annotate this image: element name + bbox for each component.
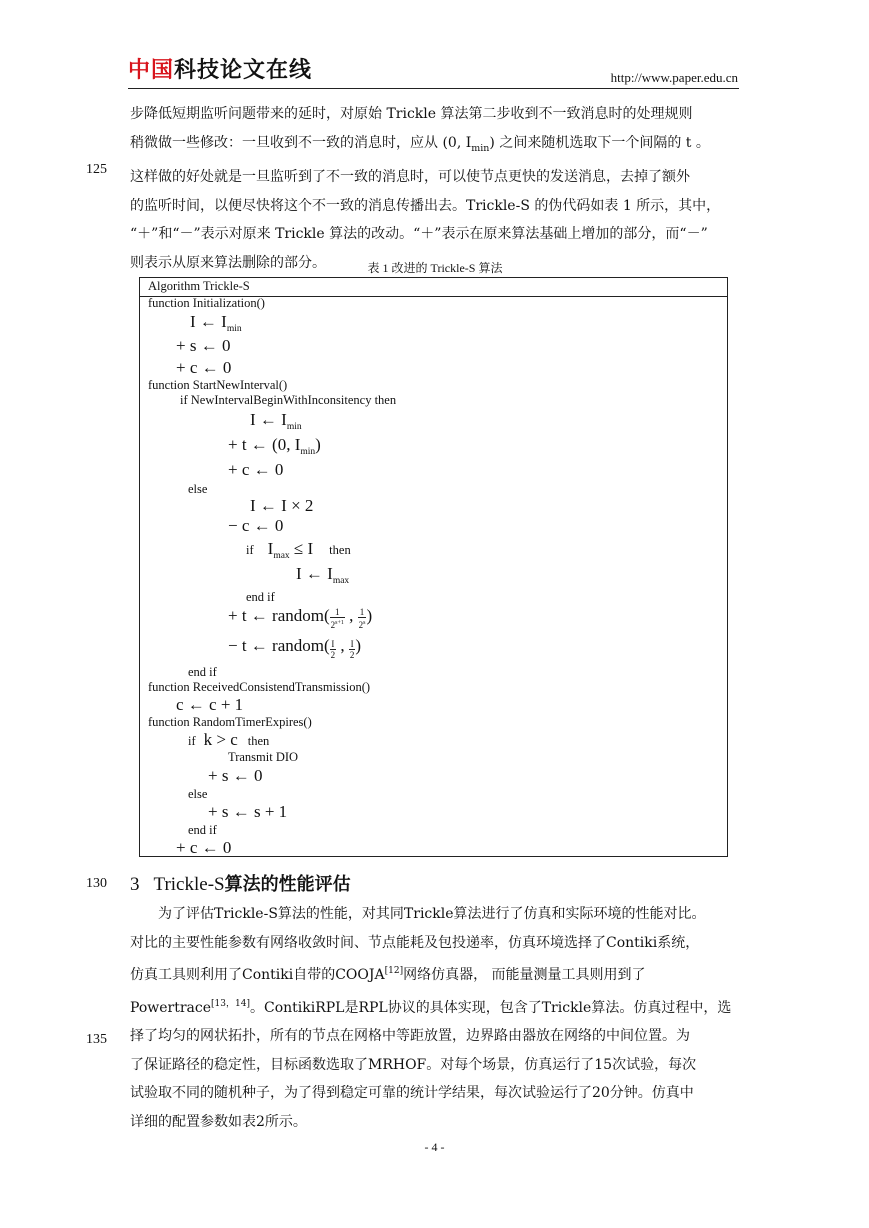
header-rule <box>128 88 739 89</box>
else-line-5: − t ← random( $\frac{I}{2}$ , $\frac{I}{2}$ ) <box>228 636 362 660</box>
function-start-new-interval: function StartNewInterval() <box>148 378 288 392</box>
para2-line4: Powertrace[13，14]。ContikiRPL是RPL协议的具体实现，包含了Trickle算法。仿真过程中，选 <box>130 998 732 1016</box>
function-random-timer: function RandomTimerExpires() <box>148 715 312 729</box>
para1-line3: 这样做的好处就是一旦监听到了不一致的消息时，可以使节点更快的发送消息，去掉了额外 <box>130 169 690 185</box>
init-line-1: I ← $I_{min}$ <box>190 312 242 334</box>
start-line-1: I ← $I_{min}$ <box>250 410 302 432</box>
transmit-dio: Transmit DIO <box>228 750 299 764</box>
recv-line-1: c ← c + 1 <box>176 695 244 714</box>
end-if-2: end if <box>188 665 217 679</box>
para2-line2: 对比的主要性能参数有网络收敛时间、节点能耗及包投递率，仿真环境选择了Contiki系统， <box>130 934 700 951</box>
section-number: 3 <box>130 874 140 895</box>
init-line-2: + s ← 0 <box>176 336 231 355</box>
end-if-1: end if <box>246 590 275 604</box>
para1-line5: “＋”和“－”表示对原来 Trickle 算法的改动。“＋”表示在原来算法基础上增加的部分，而“－” <box>130 226 708 242</box>
else-1: else <box>188 482 208 496</box>
section-heading <box>130 870 351 896</box>
if-k-line: if k > c then <box>188 730 270 749</box>
table-caption: 表 1 改进的 Trickle-S 算法 <box>367 261 503 275</box>
if-max-line: if $I_{max} \le I$ then <box>246 539 351 561</box>
section-title-cjk: 算法的性能评估 <box>224 874 351 895</box>
site-logo <box>128 58 312 84</box>
start-line-2: + t ← (0, $I_{min}$) <box>228 435 321 457</box>
line-number-130: 130 <box>86 876 107 891</box>
else-line-2: − c ← 0 <box>228 516 284 535</box>
algorithm-table <box>139 277 728 857</box>
para2-line6: 了保证路径的稳定性，目标函数选取了MRHOF。对每个场景，仿真运行了15次试验，每次 <box>130 1056 697 1073</box>
function-initialization: function Initialization() <box>148 296 265 310</box>
para1-line2 <box>130 129 740 164</box>
function-received-consistent: function ReceivedConsistendTransmission() <box>148 680 371 694</box>
else-2: else <box>188 787 208 801</box>
paragraph-2 <box>130 900 740 1136</box>
header-url[interactable]: http://www.paper.edu.cn <box>610 70 738 85</box>
para1-line4: 的监听时间，以便尽快将这个不一致的消息传播出去。Trickle-S 的伪代码如表 1 所示，其中， <box>130 197 721 214</box>
para2-line8: 详细的配置参数如表2所示。 <box>130 1113 307 1130</box>
end-if-3: end if <box>188 823 217 837</box>
logo-red-text: 中国 <box>128 58 175 83</box>
para2-line5: 择了均匀的网状拓扑，所有的节点在网格中等距放置，边界路由器放在网络的中间位置。为 <box>130 1028 690 1044</box>
start-line-3: + c ← 0 <box>228 460 284 479</box>
init-line-3: + c ← 0 <box>176 358 232 377</box>
timer-line-3: + c ← 0 <box>176 838 232 857</box>
page-number: - 4 - <box>424 1140 445 1154</box>
para1-line2-sub: min <box>471 142 490 154</box>
para1-line1: 步降低短期监听问题带来的延时，对原始 Trickle 算法第二步收到不一致消息时的处理规则 <box>130 106 693 122</box>
timer-line-1: + s ← 0 <box>208 766 263 785</box>
else-line-3: I ← $I_{max}$ <box>296 564 350 586</box>
para2-line7: 试验取不同的随机种子，为了得到稳定可靠的统计学结果，每次试验运行了20分钟。仿真中 <box>130 1085 694 1101</box>
para2-line1: 为了评估Trickle-S算法的性能，对其同Trickle算法进行了仿真和实际环境的性能对比。 <box>158 906 706 922</box>
timer-line-2: + s ← s + 1 <box>208 802 288 821</box>
para1-line6: 则表示从原来算法删除的部分。 <box>130 254 326 271</box>
line-number-125: 125 <box>86 162 107 177</box>
section-title-latin: Trickle-S <box>153 874 225 895</box>
if-new-interval: if NewIntervalBeginWithInconsitency then <box>180 393 397 407</box>
line-number-135: 135 <box>86 1032 107 1047</box>
para1-line2-a: 稍微做一些修改：一旦收到不一致的消息时，应从 (0, I <box>130 134 472 151</box>
else-line-4: + t ← random( $\frac{1}{2^{s+1}}$ , $\frac{1}{2^s}$ ) <box>228 606 373 630</box>
logo-black-text: 科技论文在线 <box>174 58 313 83</box>
paragraph-1 <box>130 100 740 277</box>
else-line-1: I ← I × 2 <box>250 496 314 515</box>
para2-line3: 仿真工具则利用了Contiki自带的COOJA[12]网络仿真器， 而能量测量工具则用到了 <box>130 966 646 983</box>
algorithm-title: Algorithm Trickle-S <box>148 279 250 293</box>
para1-line2-b: ) 之间来随机选取下一个间隔的 t 。 <box>489 134 710 151</box>
